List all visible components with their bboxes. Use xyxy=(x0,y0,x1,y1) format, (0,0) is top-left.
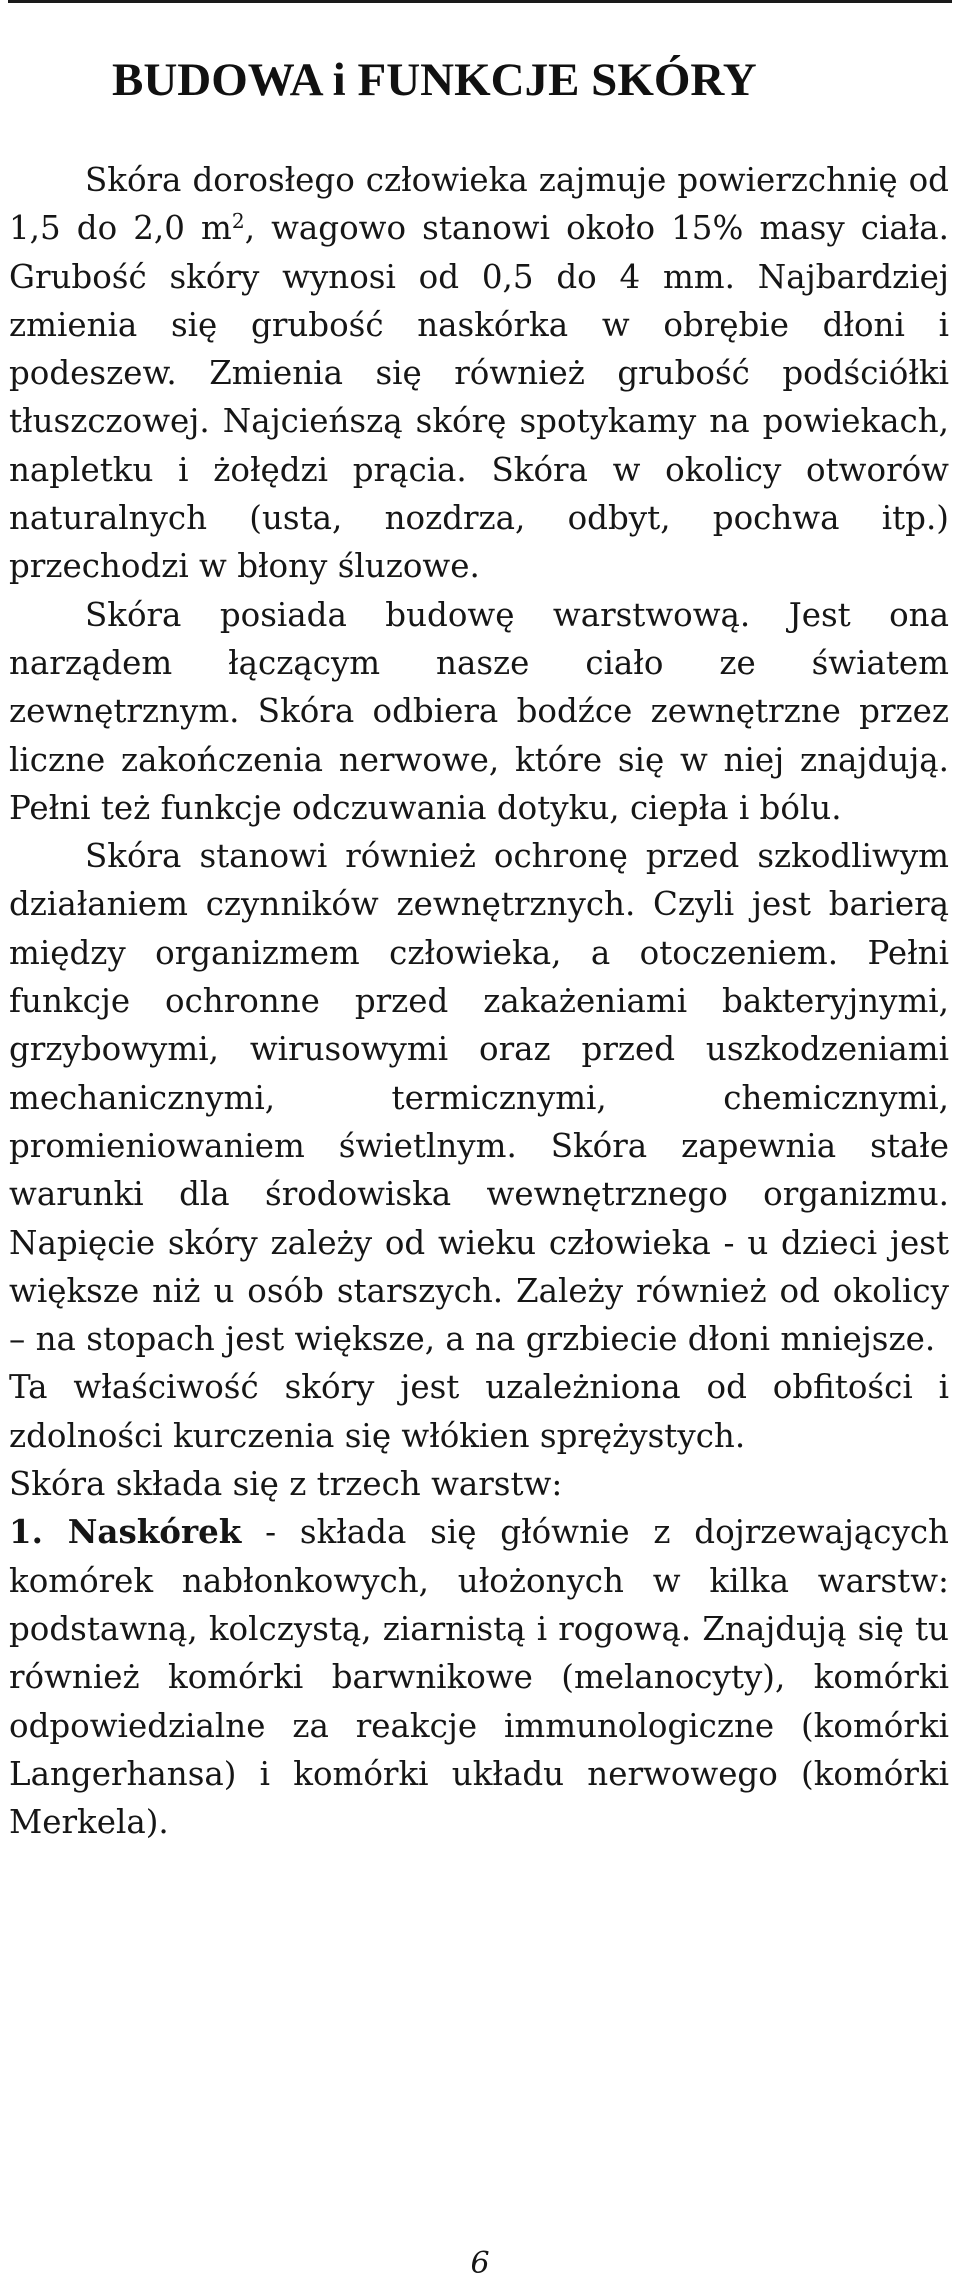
paragraph-skin-surface xyxy=(9,156,949,591)
paragraph-text: - składa się głównie z dojrzewających komórek nabłonkowych, ułożonych w kilka warstw: podstawną, kolczystą, ziarnistą i rogową. Znajdują się tu również komórki barwnikowe (melanocyty), komórki odpowiedzialne za reakcje immunologiczne (komórki Langerhansa) i komórki układu nerwowego (komórki Merkela). xyxy=(9,1513,949,1842)
paragraph-text: Skóra dorosłego człowieka zajmuje powierzchnię od 1,5 do 2,0 m xyxy=(9,161,949,248)
page-number: 6 xyxy=(470,2246,490,2281)
page-title: BUDOWA i FUNKCJE SKÓRY xyxy=(112,54,757,106)
paragraph-three-layers: Skóra składa się z trzech warstw: xyxy=(9,1465,563,1504)
paragraph-protection: Skóra stanowi również ochronę przed szkodliwym działaniem czynników zewnętrznych. Czyli jest barierą między organizmem człowieka, a otoczeniem. Pełni funkcje ochronne przed zakażeniami bakteryjnymi, grzybowymi, wirusowymi oraz przed uszkodzeniami mechanicznymi, termicznymi, chemicznymi, promieniowaniem świetlnym. Skóra zapewnia stałe warunki dla środowiska wewnętrznego organizmu. Napięcie skóry zależy od wieku człowieka - u dzieci jest większe niż u osób starszych. Zależy również od okolicy – na stopach jest większe, a na grzbiecie dłoni mniejsze. xyxy=(9,837,949,1359)
section-heading-epidermis: 1. Naskórek xyxy=(9,1512,242,1552)
body-text xyxy=(9,156,949,1846)
paragraph-text: , wagowo stanowi około 15% masy ciała. Grubość skóry wynosi od 0,5 do 4 mm. Najbardziej zmienia się grubość naskórka w obrębie dłoni i podeszew. Zmienia się również grubość podściółki tłuszczowej. Najcieńszą skórę spotykamy na powiekach, napletku i żołędzi prącia. Skóra w okolicy otworów naturalnych (usta, nozdrza, odbyt, pochwa itp.) przechodzi w błony śluzowe. xyxy=(9,209,949,586)
paragraph-elasticity: Ta właściwość skóry jest uzależniona od obfitości i zdolności kurczenia się włókien sprężystych. xyxy=(9,1368,949,1455)
superscript: 2 xyxy=(231,209,245,234)
paragraph-epidermis xyxy=(9,1508,949,1846)
paragraph-layered-structure: Skóra posiada budowę warstwową. Jest ona narządem łączącym nasze ciało ze światem zewnętrznym. Skóra odbiera bodźce zewnętrzne przez liczne zakończenia nerwowe, które się w niej znajdują. Pełni też funkcje odczuwania dotyku, ciepła i bólu. xyxy=(9,595,949,827)
top-rule xyxy=(8,0,952,3)
document-page xyxy=(9,40,949,1846)
